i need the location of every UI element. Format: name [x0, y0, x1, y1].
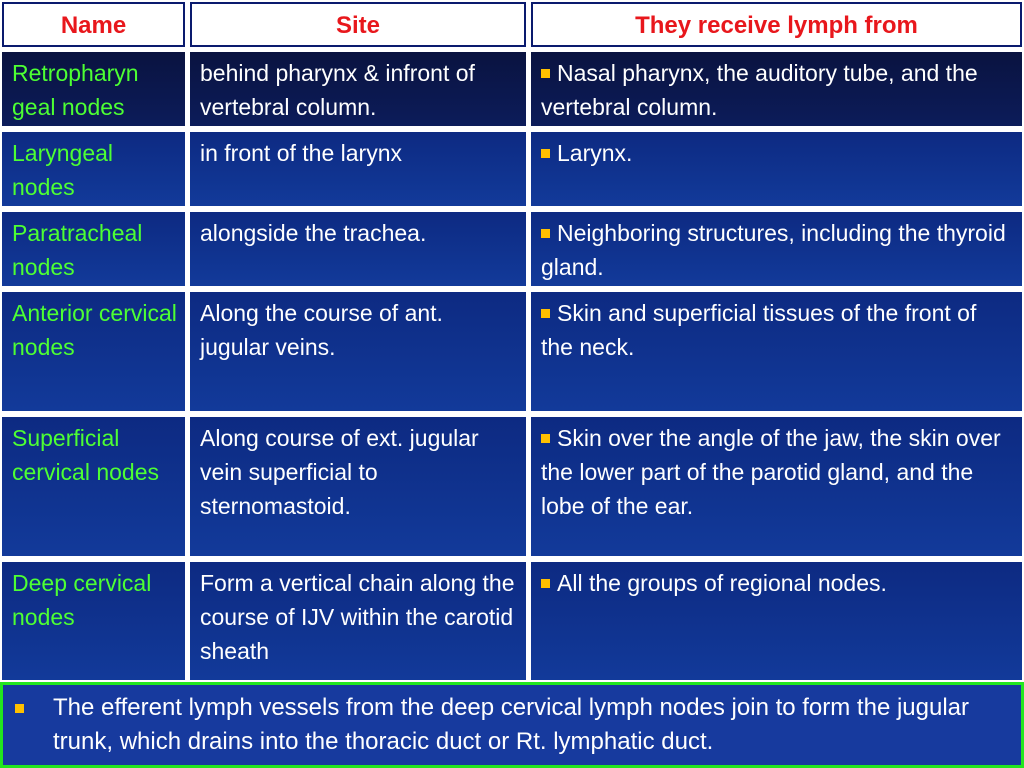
row-3-receive — [531, 212, 1022, 286]
row-2-site: in front of the larynx — [190, 132, 526, 206]
row-6-name: Deep cervical nodes — [2, 562, 185, 680]
row-3-receive-text: Neighboring structures, including the thyroid gland. — [541, 220, 1006, 280]
row-6-receive-text: All the groups of regional nodes. — [557, 570, 887, 596]
row-1-name: Retropharyn geal nodes — [2, 52, 185, 126]
bullet-icon — [541, 434, 550, 443]
bullet-icon — [541, 579, 550, 588]
row-3-name: Paratracheal nodes — [2, 212, 185, 286]
footer-note — [0, 682, 1024, 768]
row-4-receive — [531, 292, 1022, 411]
bullet-icon — [15, 704, 24, 713]
row-5-name: Superficial cervical nodes — [2, 417, 185, 556]
row-1-site: behind pharynx & infront of vertebral column. — [190, 52, 526, 126]
bullet-icon — [541, 69, 550, 78]
row-1-receive-text: Nasal pharynx, the auditory tube, and the vertebral column. — [541, 60, 978, 120]
bullet-icon — [541, 309, 550, 318]
row-6-site: Form a vertical chain along the course of IJV within the carotid sheath — [190, 562, 526, 680]
footer-text: The efferent lymph vessels from the deep cervical lymph nodes join to form the jugular trunk, which drains into the thoracic duct or Rt. lymphatic duct. — [53, 694, 970, 755]
row-5-receive — [531, 417, 1022, 556]
header-site: Site — [190, 2, 526, 47]
header-name: Name — [2, 2, 185, 47]
header-receive: They receive lymph from — [531, 2, 1022, 47]
row-5-receive-text: Skin over the angle of the jaw, the skin over the lower part of the parotid gland, and the lobe of the ear. — [541, 425, 1001, 519]
row-4-name: Anterior cervical nodes — [2, 292, 185, 411]
row-1-receive — [531, 52, 1022, 126]
row-4-site: Along the course of ant. jugular veins. — [190, 292, 526, 411]
row-2-name: Laryngeal nodes — [2, 132, 185, 206]
row-4-receive-text: Skin and superficial tissues of the front of the neck. — [541, 300, 977, 360]
row-5-site: Along course of ext. jugular vein superficial to sternomastoid. — [190, 417, 526, 556]
bullet-icon — [541, 229, 550, 238]
row-3-site: alongside the trachea. — [190, 212, 526, 286]
row-2-receive — [531, 132, 1022, 206]
row-2-receive-text: Larynx. — [557, 140, 633, 166]
bullet-icon — [541, 149, 550, 158]
row-6-receive — [531, 562, 1022, 680]
